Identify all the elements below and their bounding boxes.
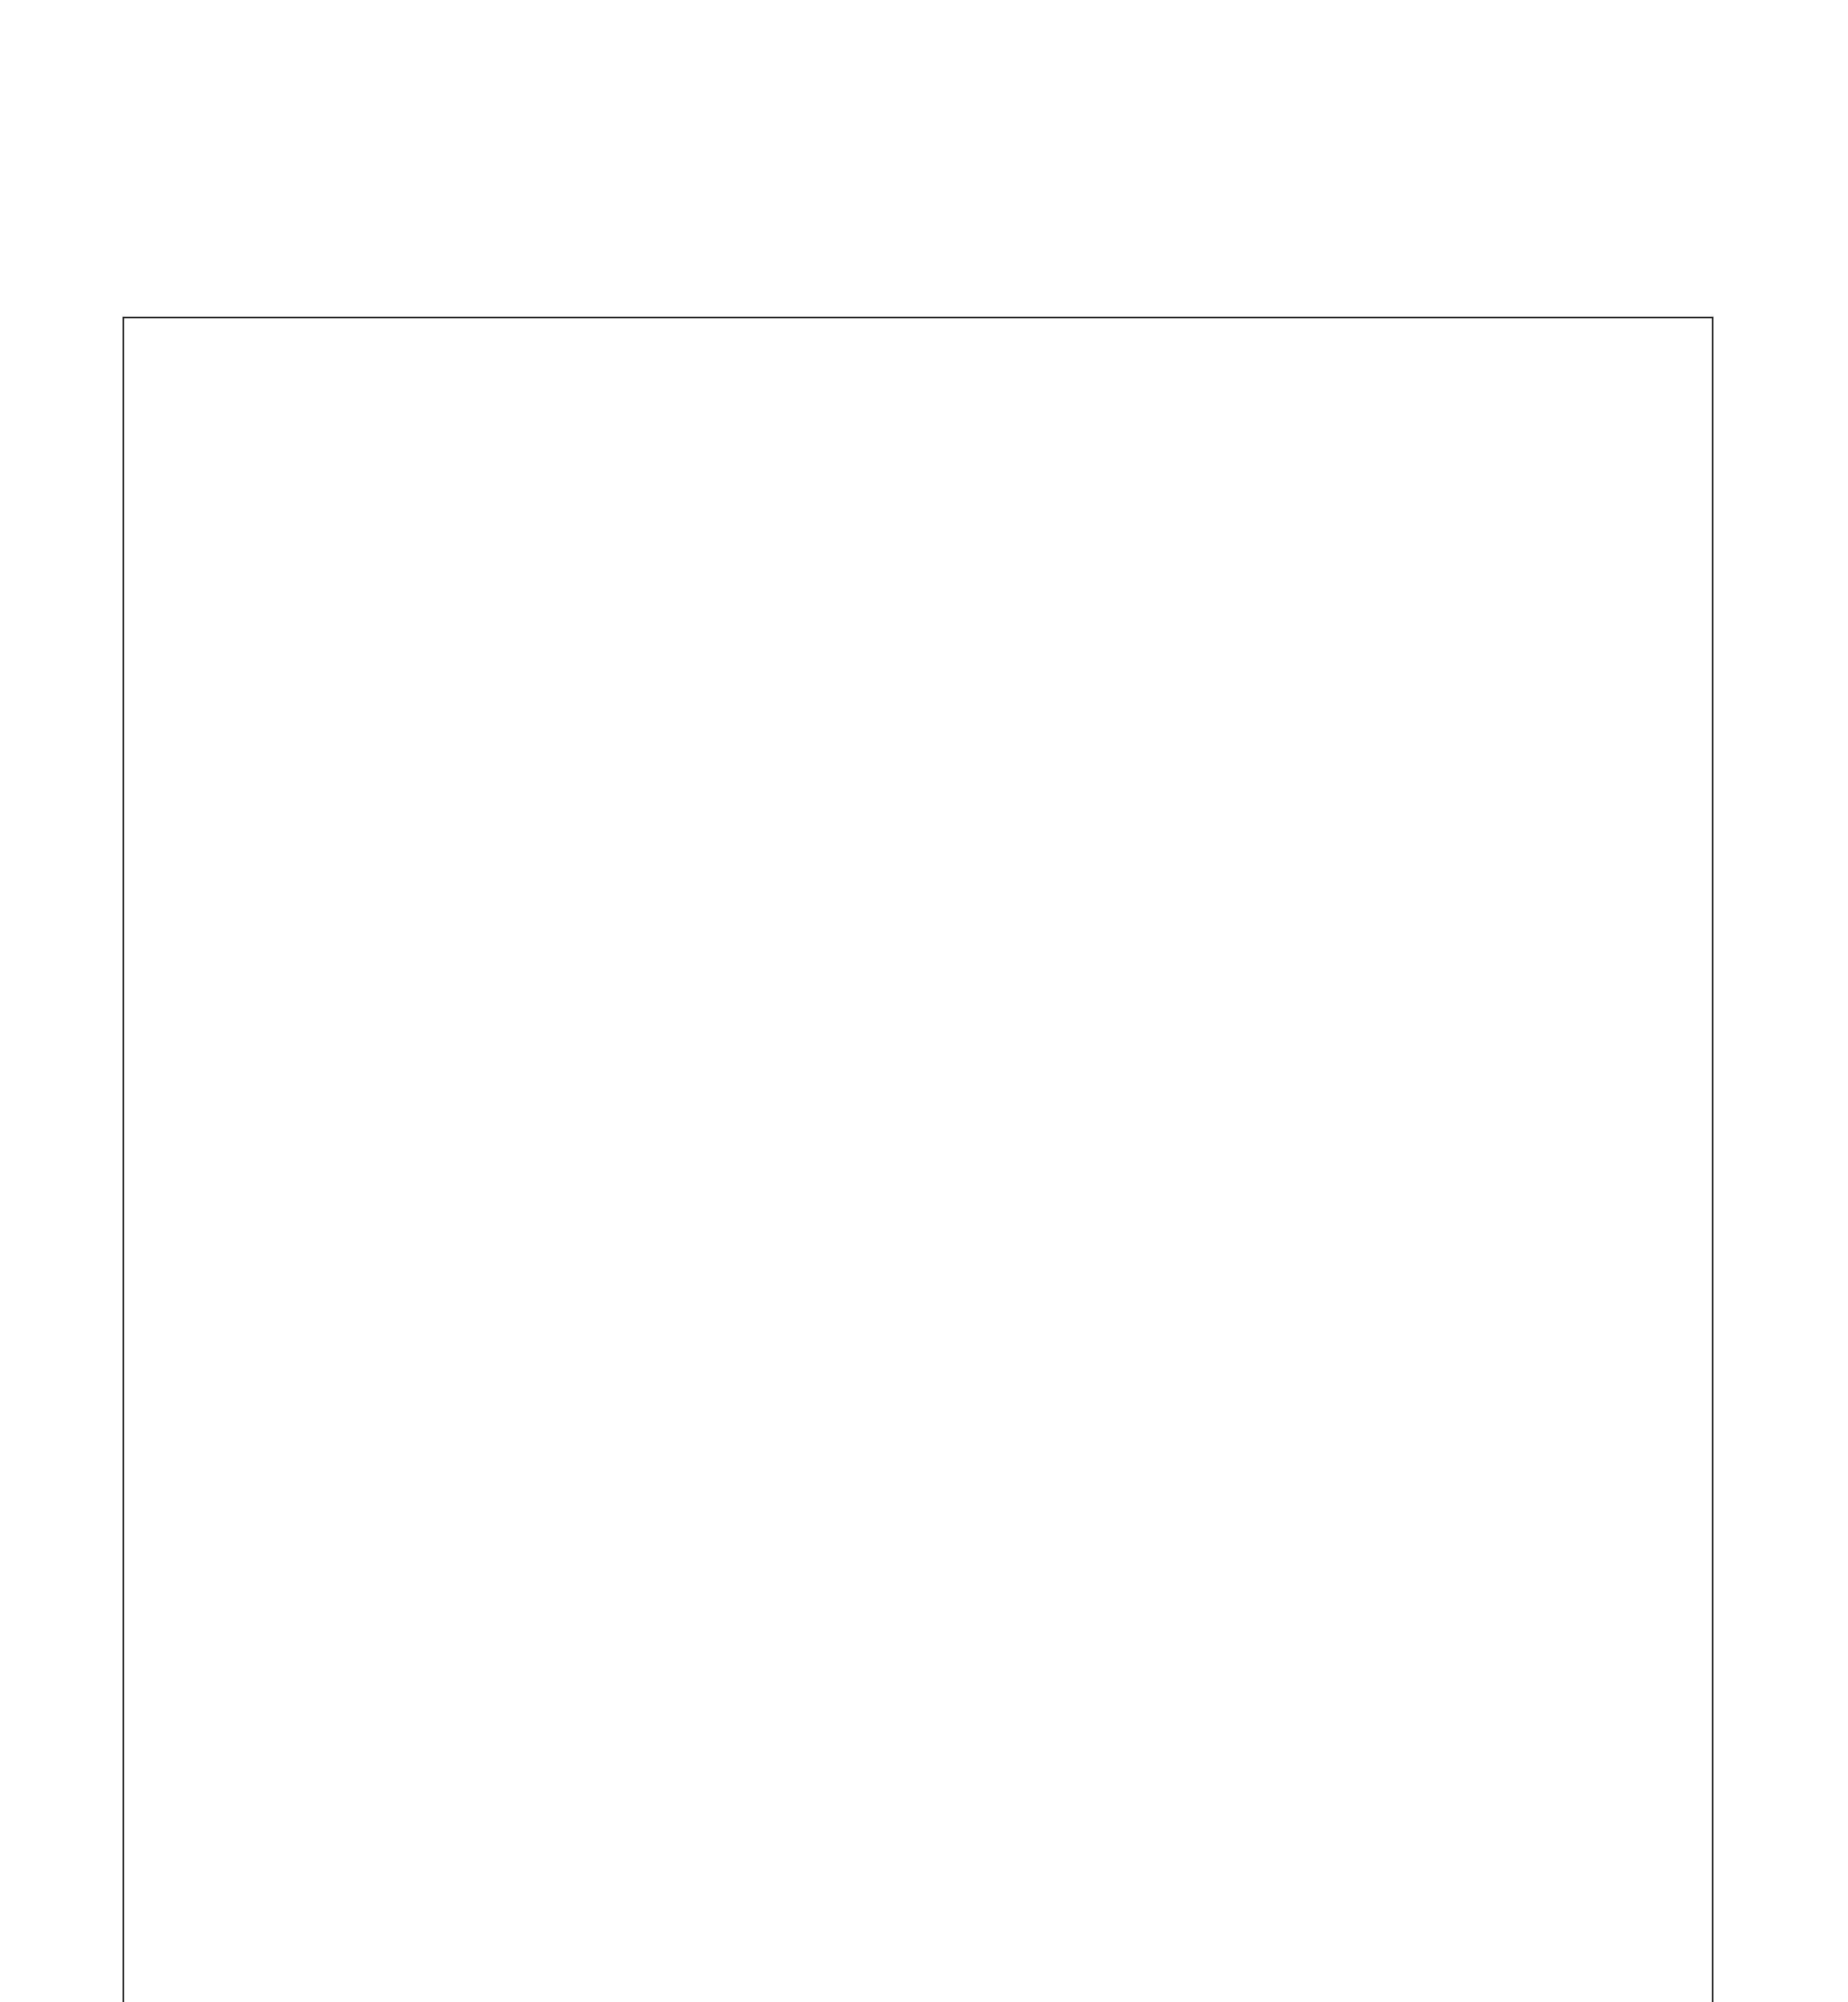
table-row [0,1906,1848,1925]
table-row [0,1848,1848,1867]
table-row [0,1540,1848,1559]
table-row [0,1926,1848,1944]
table-row [0,1502,1848,1521]
table-row [0,944,1848,963]
table-row [0,1290,1848,1309]
table-row [0,1212,1848,1231]
table-row [0,531,1848,550]
table-row [0,1367,1848,1385]
table-row [0,1232,1848,1250]
table-row [0,1733,1848,1752]
table-row [0,627,1848,645]
table-row [0,569,1848,588]
table-row [0,925,1848,944]
table-row [0,684,1848,703]
table-row [0,1578,1848,1597]
table-row [0,843,1848,862]
table-row [0,646,1848,665]
table-row [0,1791,1848,1809]
table-row [0,1443,1848,1462]
table-row [0,1867,1848,1886]
table-row [0,703,1848,722]
table-row [0,805,1848,824]
table-row [0,1752,1848,1771]
table-row [0,493,1848,512]
table-row [0,1654,1848,1673]
table-row [0,1309,1848,1328]
table-row [0,1020,1848,1039]
table-row [0,1714,1848,1733]
table-row [0,1636,1848,1654]
table-row [0,1771,1848,1790]
table-row [0,1077,1848,1096]
table-row [0,608,1848,627]
table-row [0,1674,1848,1692]
table-row [0,1405,1848,1423]
table-row [0,1424,1848,1443]
table-row [0,1521,1848,1540]
table-row [0,824,1848,843]
table-row [0,1098,1848,1117]
table-row [0,665,1848,684]
table-row [0,455,1848,474]
table-row [0,1155,1848,1174]
table-row [0,1559,1848,1578]
table-row [0,512,1848,531]
table-row [0,589,1848,607]
table-row [0,862,1848,881]
table-row [0,1616,1848,1635]
table-row [0,1001,1848,1020]
table-row [0,1944,1848,1963]
table-row [0,722,1848,741]
table-row [0,1328,1848,1347]
table-row [0,906,1848,925]
table-row [0,982,1848,1001]
table-row [0,1386,1848,1405]
table-row [0,767,1848,786]
table-row [0,1810,1848,1829]
table-row [0,1347,1848,1366]
table-row [0,1693,1848,1712]
table-row [0,1039,1848,1058]
table-row [0,1059,1848,1077]
table-row [0,1597,1848,1616]
table-row [0,963,1848,982]
table-row [0,1829,1848,1847]
table-row [0,1194,1848,1212]
table-row [0,1117,1848,1136]
table-row [0,474,1848,493]
table-row [0,1136,1848,1155]
table-row [0,786,1848,805]
table-row [0,1174,1848,1193]
table-row [0,1483,1848,1502]
table-row [0,551,1848,569]
table-row [0,1964,1848,1982]
